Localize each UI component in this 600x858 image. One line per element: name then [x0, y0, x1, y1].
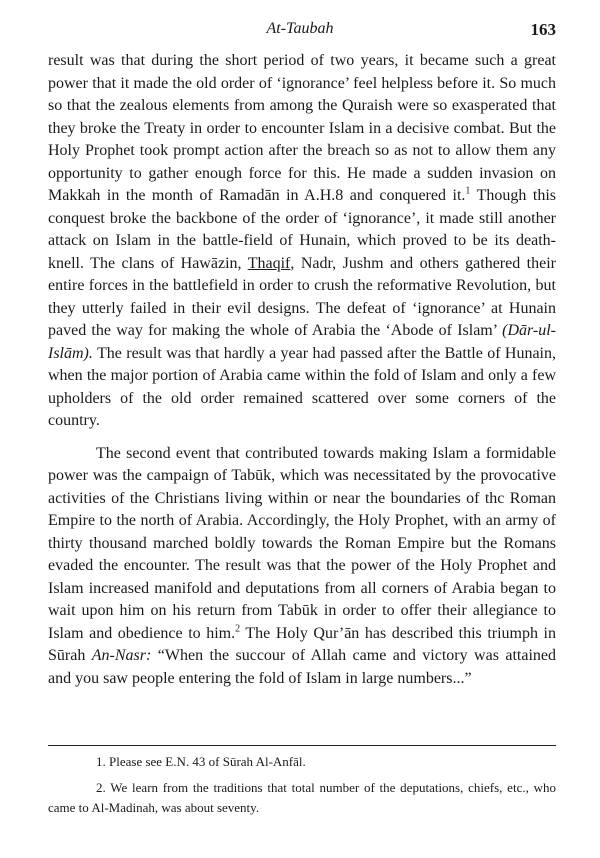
text-run: result was that during the short period of two years, it became such a great power that it made the old order of ‘ignorance’ feel helpless before it. So much so that the zealous elements from among the Quraish were so exasperated that they broke the Treaty in order to encounter Islam in a decisive combat. But the Holy Prophet took prompt action after the breach so as not to allow them any opportunity to gather enough force for this. He made a sudden invasion on Makkah in the month of Ramadān in A.H.8 and conquered it.	[48, 52, 556, 204]
footnotes	[48, 752, 556, 824]
paragraph-2	[48, 443, 556, 691]
footnote-reference-1: 1	[465, 185, 471, 197]
text-run: The Holy Qur’ān has described this triumph in Sūrah	[48, 624, 556, 664]
text-run: “When the succour of Allah came and victory was attained and you saw people entering the fold of Islam in large numbers...”	[48, 647, 556, 687]
text-run: The second event that contributed towards making Islam a formidable power was the campaign of Tabūk, which was necessitated by the provocative activities of the Christians living within or near the boundaries of thc Roman Empire to the north of Arabia. Accordingly, the Holy Prophet, with an army of thirty thousand marched boldly towards the Roman Empire but the Romans evaded the encounter. The result was that the power of the Holy Prophet and Islam increased manifold and deputations from all corners of Arabia began to wait upon him on his return from Tabūk in order to offer their allegiance to Islam and obedience to him.	[48, 444, 556, 642]
text-run: , Nadr, Jushm and others gathered their entire forces in the battlefield in order to crush the reformative Revolution, but they utterly failed in their evil designs. The defeat of ‘ignorance’ at Hunain paved the way for making the whole of Arabia the ‘Abode of Islam’	[48, 254, 557, 339]
footnote-divider	[48, 745, 556, 746]
paragraph-1	[48, 50, 556, 433]
page-header	[0, 18, 600, 46]
footnote-1: 1. Please see E.N. 43 of Sūrah Al-Anfāl.	[96, 754, 306, 769]
text-run: Though this conquest broke the backbone of the order of ‘ignorance’, it made still another attack on Islam in the battle-field of Hunain, which proved to be its death-knell. The clans of Hawāzin,	[48, 187, 556, 272]
italic-term: (Dār-ul-Islām).	[48, 322, 556, 362]
body-text	[48, 50, 556, 700]
italic-term: An-Nasr:	[91, 647, 152, 664]
underlined-term: Thaqif	[247, 254, 291, 272]
footnote-reference-2: 2	[235, 623, 241, 635]
running-title: At-Taubah	[266, 20, 334, 37]
text-run: The result was that hardly a year had passed after the Battle of Hunain, when the major portion of Arabia came within the fold of Islam and only a few upholders of the old order remained scattered over some corners of the country.	[48, 344, 556, 429]
footnote-2: 2. We learn from the traditions that total number of the deputations, chiefs, etc., who came to Al-Madinah, was about seventy.	[48, 780, 556, 815]
page-number: 163	[530, 20, 556, 39]
